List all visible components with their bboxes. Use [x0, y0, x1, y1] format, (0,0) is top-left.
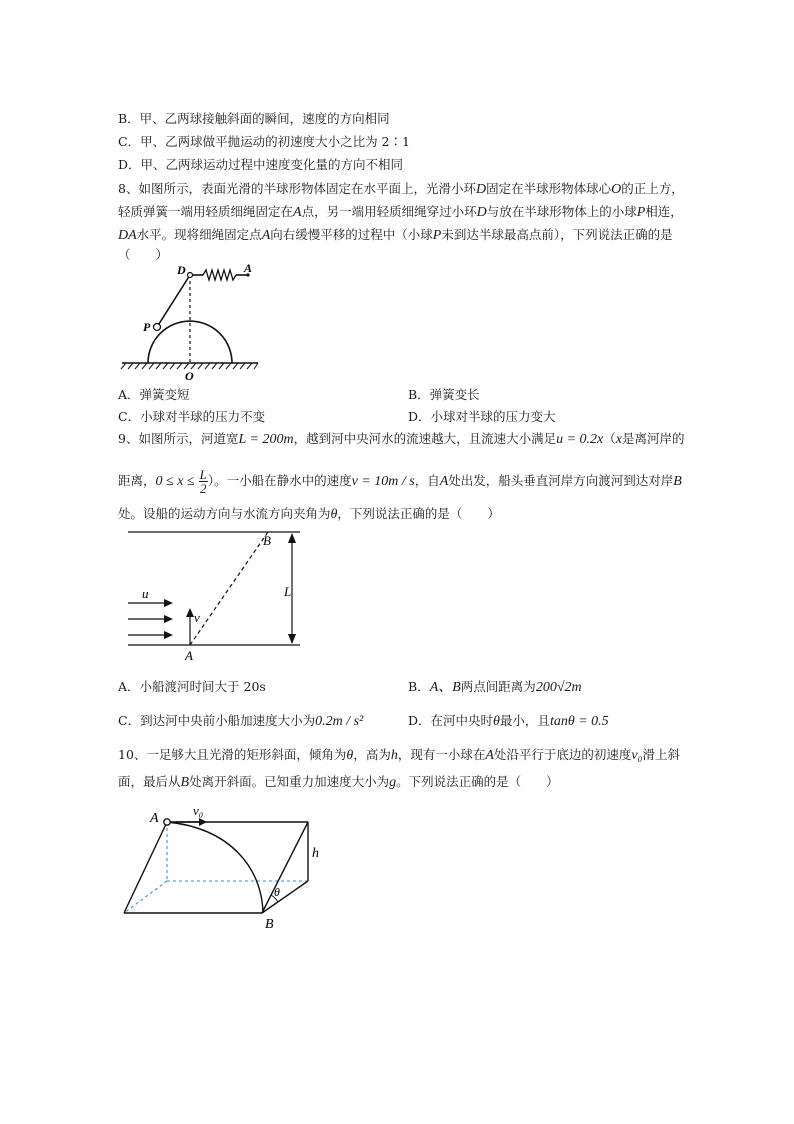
q9-option-a: A．小船渡河时间大于 20s	[118, 679, 266, 694]
label-h: h	[312, 846, 319, 861]
label-l: L	[284, 584, 292, 599]
label-b: B	[265, 917, 274, 932]
q9-stem-line2: 距离，0 ≤ x ≤ $\frac{L}{2}$ ）。一小船在静水中的速度v = 10m / s，自A处出发，船头垂直河岸方向渡河到达对岸B	[118, 467, 682, 496]
label-v0: v₀	[193, 803, 204, 818]
back-base-edge	[262, 881, 308, 913]
right-slant-edge	[262, 822, 308, 913]
q9-option-d: D．在河中央时θ最小，且tanθ = 0.5	[408, 713, 609, 729]
left-slant-edge	[124, 822, 167, 913]
label-d: D	[177, 263, 186, 277]
trajectory	[167, 822, 263, 913]
label-p: P	[143, 320, 151, 334]
q9-option-b: B．A、B两点间距离为200√2m	[408, 679, 582, 695]
ball-a	[164, 819, 170, 825]
q8-answer-paren: （ ）	[118, 247, 169, 262]
q8-option-b: B．弹簧变长	[408, 387, 480, 402]
label-theta: θ	[274, 885, 280, 899]
q7-option-b: B．甲、乙两球接触斜面的瞬间，速度的方向相同	[118, 111, 390, 126]
q8-option-c: C．小球对半球的压力不变	[118, 409, 266, 424]
q9-stem-line1: 9、如图所示，河道宽L = 200m，越到河中央河水的流速越大，且流速大小满足u = 0.2x（x是离河岸的	[118, 431, 685, 447]
q10-stem-line2: 面，最后从B处离开斜面。已知重力加速度大小为g。下列说法正确的是（ ）	[118, 774, 559, 790]
q8-stem-line1: 8、如图所示，表面光滑的半球形物体固定在水平面上，光滑小环D固定在半球形物体球心O的正上方，	[118, 181, 684, 197]
q8-option-a: A．弹簧变短	[118, 387, 190, 402]
label-a: A	[185, 648, 193, 663]
label-v: v	[194, 610, 200, 625]
q9-option-c: C．到达河中央前小船加速度大小为0.2m / s²	[118, 713, 364, 729]
q8-stem-line2: 轻质弹簧一端用轻质细绳固定在A点，另一端用轻质细绳穿过小环D与放在半球形物体上的小球P相连，	[118, 204, 683, 220]
label-a: A	[150, 811, 159, 826]
label-o: O	[185, 369, 194, 383]
q10-stem-line1: 10、一足够大且光滑的矩形斜面，倾角为θ，高为h，现有一小球在A处沿平行于底边的初速度v₀滑上斜	[118, 747, 681, 763]
q8-stem-line3: DA水平。现将细绳固定点A向右缓慢平移的过程中（小球P未到达半球最高点前），下列说法正确的是	[118, 227, 673, 243]
label-a: A	[244, 261, 253, 275]
q8-option-d: D．小球对半球的压力变大	[408, 409, 556, 424]
fraction-l-over-2: $\frac{L}{2}$	[199, 467, 207, 496]
q7-option-c: C．甲、乙两球做平抛运动的初速度大小之比为 2∶1	[118, 134, 410, 149]
label-b: B	[263, 533, 271, 548]
q9-stem-line3: 处。设船的运动方向与水流方向夹角为θ，下列说法正确的是（ ）	[118, 506, 500, 522]
q7-option-d: D．甲、乙两球运动过程中速度变化量的方向不相同	[118, 157, 404, 172]
label-u: u	[142, 586, 149, 601]
